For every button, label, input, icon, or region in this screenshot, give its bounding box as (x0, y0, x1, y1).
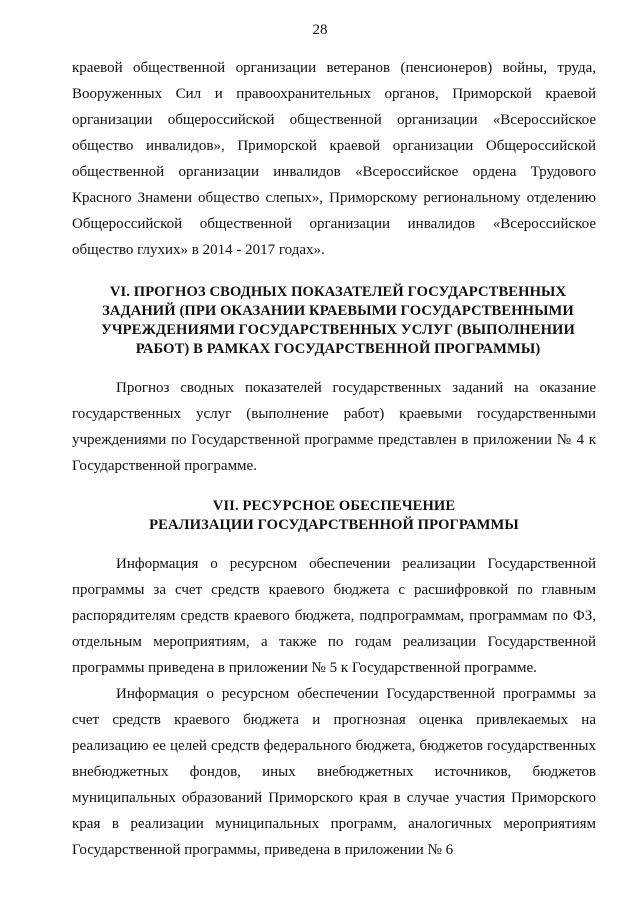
section-6-heading-line: УЧРЕЖДЕНИЯМИ ГОСУДАРСТВЕННЫХ УСЛУГ (ВЫПОЛНЕНИИ (101, 322, 575, 338)
section-7-paragraph-1: Информация о ресурсном обеспечении реализации Государственной программы за счет средств краевого бюджета с расшифровкой по главным распорядителям средств краевого бюджета, подпрограммам, программам по ФЗ, отдельным мероприятиям, а также по годам реализации Государственной программы приведена в приложении № 5 к Государственной программе. (72, 556, 596, 676)
section-7-heading-line: РЕАЛИЗАЦИИ ГОСУДАРСТВЕННОЙ ПРОГРАММЫ (149, 517, 519, 533)
section-6-paragraph: Прогноз сводных показателей государственных заданий на оказание государственных услуг (выполнение работ) краевыми государственными учреждениями по Государственной программе представлен в приложении № 4 к Государственной программе. (72, 380, 596, 474)
continuation-paragraph: краевой общественной организации ветеранов (пенсионеров) войны, труда, Вооруженных Сил и правоохранительных органов, Приморской краевой организации общероссийской общественной организации «Всероссийское общество инвалидов», Приморской краевой организации Общероссийской общественной организации инвалидов «Всероссийское ордена Трудового Красного Знамени общество слепых», Приморскому региональному отделению Общероссийской общественной организации инвалидов «Всероссийское общество глухих» в 2014 - 2017 годах». (72, 60, 596, 258)
section-6-heading-line: РАБОТ) В РАМКАХ ГОСУДАРСТВЕННОЙ ПРОГРАММЫ) (135, 341, 541, 357)
section-6-heading-line: ЗАДАНИЙ (ПРИ ОКАЗАНИИ КРАЕВЫМИ ГОСУДАРСТВЕННЫМИ (102, 303, 574, 319)
section-6-heading (72, 283, 596, 359)
section-6-heading-line: VI. ПРОГНОЗ СВОДНЫХ ПОКАЗАТЕЛЕЙ ГОСУДАРСТВЕННЫХ (109, 284, 567, 300)
section-7-heading-line: VII. РЕСУРСНОЕ ОБЕСПЕЧЕНИЕ (212, 498, 456, 514)
section-7-heading (72, 497, 596, 535)
page-number: 28 (312, 22, 328, 38)
document-body (72, 55, 596, 863)
section-7-paragraph-2: Информация о ресурсном обеспечении Государственной программы за счет средств краевого бюджета и прогнозная оценка привлекаемых на реализацию ее целей средств федерального бюджета, бюджетов государственных внебюджетных фондов, иных внебюджетных источников, бюджетов муниципальных образований Приморского края в случае участия Приморского края в реализации муниципальных программ, аналогичных мероприятиям Государственной программы, приведена в приложении № 6 (72, 686, 596, 858)
